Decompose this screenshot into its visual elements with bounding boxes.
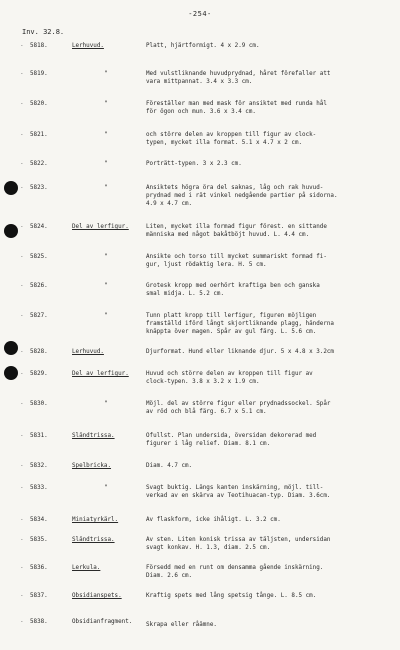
entry-number: 5830. [30,401,48,407]
inventory-heading: Inv. 32.8. [22,28,65,36]
entry-category: " [104,313,108,319]
entry-number: 5838. [30,619,48,625]
dash-mark: - [20,593,24,599]
entry-category: Lerhuvud. [72,43,104,49]
entry-description: Platt, hjärtformigt. 4 x 2.9 cm. [146,43,260,49]
entry-number: 5821. [30,132,48,138]
dash-mark: - [20,517,24,523]
entry-category: " [104,71,108,77]
entry-description: Diam. 4.7 cm. [146,463,193,469]
entry-number: 5829. [30,371,48,377]
entry-description: Föreställer man med mask för ansiktet med runda hål för ögon och mun. 3.6 x 3.4 cm. [146,101,327,116]
dash-mark: - [20,619,24,625]
entry-number: 5823. [30,185,48,191]
entry-number: 5836. [30,565,48,571]
dash-mark: - [20,433,24,439]
entry-number: 5826. [30,283,48,289]
entry-description: Försedd med en runt om densamma gående inskärning. Diam. 2.6 cm. [146,565,324,580]
dash-mark: - [20,43,24,49]
entry-category: " [104,101,108,107]
dash-mark: - [20,161,24,167]
entry-number: 5819. [30,71,48,77]
entry-number: 5837. [30,593,48,599]
entry-category: Del av lerfigur. [72,224,129,230]
entry-description: Kraftig spets med lång spetsig tånge. L. 8.5 cm. [146,593,317,599]
entry-description: Skrapa eller råämne. [146,622,217,628]
dash-mark: - [20,463,24,469]
entry-category: Miniatyrkärl. [72,517,119,523]
entry-description: och större delen av kroppen till figur av clock- typen, mycket illa format. 5.1 x 4.7 x 2 cm. [146,132,317,147]
entry-description: Tunn platt kropp till lerfigur, figuren möjligen framställd iförd långt skjortliknande plagg, händerna knäppta över magen. Spår av gul färg. L. 5.6 cm. [146,313,334,336]
entry-description: Grotesk kropp med oerhört kraftiga ben och ganska smal midja. L. 5.2 cm. [146,283,320,298]
entry-description: Djurformat. Hund eller liknande djur. 5 x 4.8 x 3.2cm [146,349,334,355]
entry-category: Lerhuvud. [72,349,104,355]
dash-mark: - [20,224,24,230]
entry-number: 5834. [30,517,48,523]
entry-number: 5820. [30,101,48,107]
entry-number: 5827. [30,313,48,319]
dash-mark: - [20,565,24,571]
page-number: -254- [188,10,212,18]
dash-mark: - [20,313,24,319]
entry-description: Av sten. Liten konisk trissa av täljsten, undersidan svagt konkav. H. 1.3, diam. 2.5 cm. [146,537,331,552]
punch-hole [4,181,18,195]
dash-mark: - [20,485,24,491]
entry-category: " [104,283,108,289]
entry-category: Del av lerfigur. [72,371,129,377]
entry-category: " [104,401,108,407]
dash-mark: - [20,254,24,260]
punch-hole [4,366,18,380]
dash-mark: - [20,349,24,355]
dash-mark: - [20,71,24,77]
dash-mark: - [20,101,24,107]
dash-mark: - [20,185,24,191]
dash-mark: - [20,283,24,289]
punch-hole [4,224,18,238]
entry-category: " [104,161,108,167]
entry-number: 5835. [30,537,48,543]
dash-mark: - [20,371,24,377]
entry-category: " [104,185,108,191]
entry-description: Liten, mycket illa formad figur förest. en sittande människa med något bakåtböjt huvud. L. 4.4 cm. [146,224,327,239]
entry-category: Spelbricka. [72,463,112,469]
entry-description: Porträtt-typen. 3 x 2.3 cm. [146,161,242,167]
entry-category: Sländtrissa. [72,537,115,543]
entry-description: Ansikte och torso till mycket summariskt formad fi- gur, ljust rödaktig lera. H. 5 cm. [146,254,327,269]
entry-category: Obsidianfragment. [72,619,133,625]
entry-description: Svagt buktig. Längs kanten inskärning, möjl. till- verkad av en skärva av Teotihuacan-typ. Diam. 3.6cm. [146,485,331,500]
entry-category: " [104,254,108,260]
entry-number: 5831. [30,433,48,439]
entry-description: Ofullst. Plan undersida, översidan dekorerad med figurer i låg relief. Diam. 8.1 cm. [146,433,317,448]
entry-number: 5822. [30,161,48,167]
entry-category: Obsidianspets. [72,593,122,599]
entry-number: 5818. [30,43,48,49]
dash-mark: - [20,401,24,407]
dash-mark: - [20,132,24,138]
entry-description: Huvud och större delen av kroppen till figur av clock-typen. 3.8 x 3.2 x 1.9 cm. [146,371,313,386]
entry-category: Sländtrissa. [72,433,115,439]
entry-number: 5824. [30,224,48,230]
entry-category: " [104,132,108,138]
entry-description: Ansiktets högra öra del saknas, låg och rak huvud- prydnad med i rät vinkel nedgående partier på sidorna. 4.9 x 4.7 cm. [146,185,338,208]
entry-number: 5825. [30,254,48,260]
entry-description: Med vulstliknande huvudprydnad, håret förefaller att vara mittpannat. 3.4 x 3.3 cm. [146,71,331,86]
dash-mark: - [20,537,24,543]
entry-number: 5828. [30,349,48,355]
entry-category: " [104,485,108,491]
entry-description: Möjl. del av större figur eller prydnadssockel. Spår av röd och blå färg. 6.7 x 5.1 cm. [146,401,331,416]
punch-hole [4,341,18,355]
entry-number: 5833. [30,485,48,491]
entry-category: Lerkula. [72,565,101,571]
entry-description: Av flaskform, icke ihåligt. L. 3.2 cm. [146,517,281,523]
entry-number: 5832. [30,463,48,469]
